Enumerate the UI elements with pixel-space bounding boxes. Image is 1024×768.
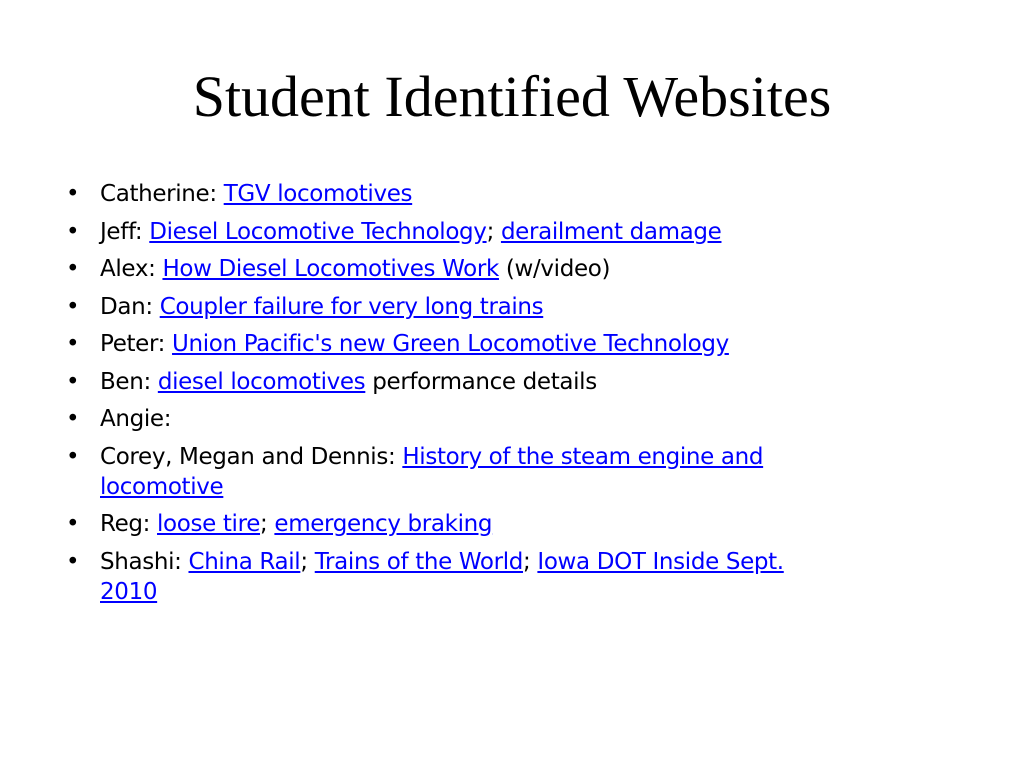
website-link[interactable]: diesel locomotives (157, 368, 366, 395)
link-separator-text: ; (260, 511, 275, 537)
website-link[interactable]: Diesel Locomotive Technology (149, 218, 487, 245)
student-name-label: Corey, Megan and Dennis: (100, 443, 403, 470)
student-name-label: Ben: (100, 368, 158, 395)
bullet-item (66, 179, 826, 209)
website-link[interactable]: Trains of the World (314, 548, 524, 575)
link-separator-text: ; (486, 218, 501, 245)
bullet-marker: • (66, 406, 80, 432)
website-link[interactable]: China Rail (188, 548, 301, 575)
bullet-item (66, 442, 826, 502)
bullet-marker: • (66, 511, 80, 537)
bullet-list (66, 179, 826, 614)
bullet-marker: • (66, 331, 80, 357)
bullet-item (66, 217, 826, 247)
website-link[interactable]: derailment damage (500, 218, 722, 245)
bullet-marker: • (66, 548, 80, 575)
website-link[interactable]: loose tire (157, 511, 261, 537)
link-separator-text: ; (523, 548, 538, 575)
student-name-label: Reg: (100, 511, 158, 537)
student-name-label: Jeff: (100, 218, 150, 245)
bullet-item (66, 509, 826, 539)
bullet-marker: • (66, 443, 80, 470)
bullet-item (66, 404, 826, 434)
website-link[interactable]: History of the steam engine and locomotive (100, 443, 764, 500)
bullet-item (66, 367, 826, 397)
bullet-item (66, 547, 826, 607)
website-link[interactable]: Union Pacific's new Green Locomotive Technology (172, 331, 729, 357)
student-name-label: Dan: (100, 293, 160, 320)
link-separator-text: ; (300, 548, 315, 575)
website-link[interactable]: TGV locomotives (223, 181, 413, 207)
student-name-label: Catherine: (100, 181, 224, 207)
bullet-marker: • (66, 368, 80, 395)
student-name-label: Peter: (100, 331, 173, 357)
bullet-marker: • (66, 218, 80, 245)
student-name-label: Alex: (100, 256, 163, 282)
bullet-marker: • (66, 181, 80, 207)
bullet-item (66, 329, 826, 359)
slide-title: Student Identified Websites (192, 64, 832, 129)
bullet-marker: • (66, 293, 80, 320)
link-separator-text: performance details (365, 368, 597, 395)
bullet-item (66, 254, 826, 284)
website-link[interactable]: Coupler failure for very long trains (159, 293, 544, 320)
student-name-label: Angie: (100, 406, 172, 432)
website-link[interactable]: How Diesel Locomotives Work (162, 256, 499, 282)
student-name-label: Shashi: (100, 548, 189, 575)
bullet-item (66, 292, 826, 322)
website-link[interactable]: Iowa DOT Inside Sept. 2010 (100, 548, 784, 605)
bullet-marker: • (66, 256, 80, 282)
website-link[interactable]: emergency braking (274, 511, 493, 537)
link-separator-text: (w/video) (498, 256, 611, 282)
